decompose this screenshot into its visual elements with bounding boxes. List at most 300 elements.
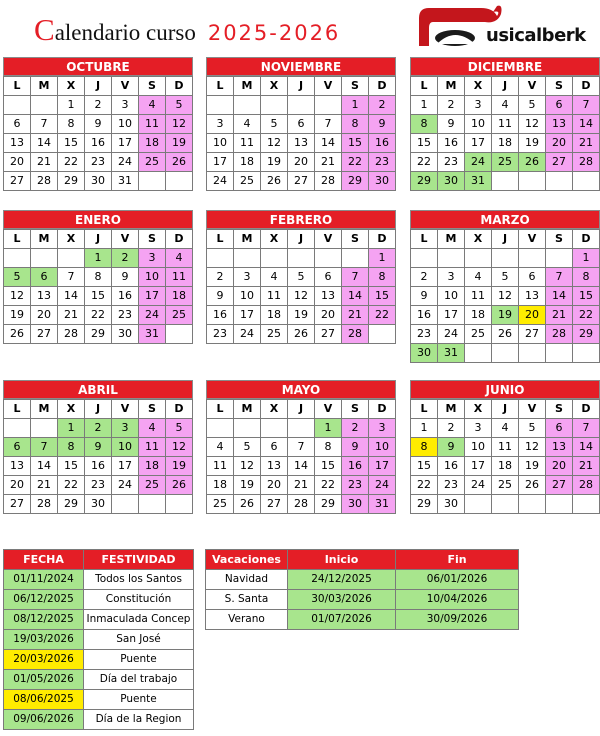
day-cell: 22 [573, 306, 600, 325]
day-cell: 12 [492, 287, 519, 306]
holiday-name: Constitución [84, 590, 194, 610]
month-enero [3, 210, 193, 344]
vacation-name: Navidad [206, 570, 288, 590]
month-title: MARZO [410, 210, 600, 229]
day-cell: 19 [492, 306, 519, 325]
vacation-start: 24/12/2025 [288, 570, 396, 590]
week-row [4, 249, 193, 268]
day-cell: 1 [58, 96, 85, 115]
month-title: DICIEMBRE [410, 57, 600, 76]
month-abril [3, 380, 193, 514]
day-cell: 23 [438, 476, 465, 495]
empty-day-cell [234, 419, 261, 438]
day-cell: 30 [85, 172, 112, 191]
day-cell: 10 [112, 438, 139, 457]
day-cell: 17 [465, 457, 492, 476]
weekday-header: D [573, 400, 600, 419]
empty-day-cell [58, 249, 85, 268]
day-cell: 28 [58, 325, 85, 344]
week-row [4, 268, 193, 287]
day-cell: 10 [234, 287, 261, 306]
week-row [411, 115, 600, 134]
holiday-name: Día del trabajo [84, 670, 194, 690]
weekday-header-row [411, 230, 600, 249]
day-cell: 8 [85, 268, 112, 287]
day-cell: 3 [112, 96, 139, 115]
week-row [411, 476, 600, 495]
day-cell: 23 [369, 153, 396, 172]
day-cell: 31 [438, 344, 465, 363]
day-cell: 8 [573, 268, 600, 287]
day-cell: 2 [112, 249, 139, 268]
day-cell: 16 [85, 134, 112, 153]
day-cell: 14 [31, 457, 58, 476]
month-diciembre [410, 57, 600, 191]
week-row [207, 134, 396, 153]
logo-text: usicalberk [486, 25, 586, 46]
day-cell: 11 [139, 115, 166, 134]
day-cell: 25 [207, 495, 234, 514]
weekday-header: L [207, 77, 234, 96]
day-cell: 4 [465, 268, 492, 287]
day-cell: 29 [342, 172, 369, 191]
week-row [4, 419, 193, 438]
month-mayo [206, 380, 396, 514]
day-cell: 4 [492, 419, 519, 438]
day-cell: 10 [465, 438, 492, 457]
day-cell: 5 [261, 115, 288, 134]
day-cell: 27 [31, 325, 58, 344]
empty-day-cell [465, 344, 492, 363]
weekday-header: S [342, 400, 369, 419]
weekday-header: S [139, 230, 166, 249]
empty-day-cell [492, 249, 519, 268]
weekday-header: S [546, 77, 573, 96]
week-row [411, 344, 600, 363]
weekday-header-row [207, 400, 396, 419]
day-cell: 16 [411, 306, 438, 325]
week-row [4, 115, 193, 134]
day-cell: 4 [139, 419, 166, 438]
day-cell: 20 [315, 306, 342, 325]
weekday-header: M [31, 77, 58, 96]
day-cell: 18 [139, 134, 166, 153]
day-cell: 24 [465, 476, 492, 495]
holidays-col-date: FECHA [4, 550, 84, 570]
weekday-header: S [342, 77, 369, 96]
day-cell: 15 [58, 457, 85, 476]
day-cell: 22 [411, 476, 438, 495]
weekday-header: L [4, 77, 31, 96]
weekday-header: V [315, 77, 342, 96]
week-row [4, 306, 193, 325]
day-cell: 22 [315, 476, 342, 495]
empty-day-cell [31, 249, 58, 268]
weekday-header: X [58, 230, 85, 249]
day-cell: 2 [85, 419, 112, 438]
day-cell: 12 [4, 287, 31, 306]
day-cell: 21 [342, 306, 369, 325]
weekday-header: S [139, 400, 166, 419]
day-cell: 24 [234, 325, 261, 344]
empty-day-cell [207, 419, 234, 438]
week-row [411, 268, 600, 287]
day-cell: 6 [315, 268, 342, 287]
empty-day-cell [492, 495, 519, 514]
day-cell: 21 [288, 476, 315, 495]
day-cell: 30 [342, 495, 369, 514]
day-cell: 11 [492, 438, 519, 457]
holiday-name: Puente [84, 690, 194, 710]
day-cell: 3 [438, 268, 465, 287]
empty-day-cell [234, 96, 261, 115]
weekday-header: D [573, 230, 600, 249]
vacation-end: 10/04/2026 [396, 590, 519, 610]
day-cell: 5 [166, 96, 193, 115]
day-cell: 28 [573, 153, 600, 172]
week-row [207, 249, 396, 268]
day-cell: 28 [573, 476, 600, 495]
week-row [207, 172, 396, 191]
month-marzo [410, 210, 600, 363]
day-cell: 26 [288, 325, 315, 344]
holiday-date: 08/06/2025 [4, 690, 84, 710]
day-cell: 3 [139, 249, 166, 268]
empty-day-cell [315, 249, 342, 268]
day-cell: 26 [234, 495, 261, 514]
empty-day-cell [465, 495, 492, 514]
day-cell: 31 [139, 325, 166, 344]
day-cell: 25 [234, 172, 261, 191]
day-cell: 12 [166, 438, 193, 457]
day-cell: 13 [261, 457, 288, 476]
day-cell: 23 [207, 325, 234, 344]
day-cell: 29 [58, 172, 85, 191]
day-cell: 8 [369, 268, 396, 287]
month-title: ENERO [3, 210, 193, 229]
day-cell: 25 [492, 153, 519, 172]
day-cell: 28 [31, 172, 58, 191]
week-row [411, 153, 600, 172]
weekday-header: V [315, 400, 342, 419]
holiday-row [4, 630, 194, 650]
day-cell: 23 [112, 306, 139, 325]
vacations-col-end: Fin [396, 550, 519, 570]
day-cell: 3 [369, 419, 396, 438]
day-cell: 21 [31, 153, 58, 172]
day-cell: 27 [4, 495, 31, 514]
weekday-header: J [85, 230, 112, 249]
month-noviembre [206, 57, 396, 191]
day-cell: 9 [369, 115, 396, 134]
day-cell: 10 [465, 115, 492, 134]
day-cell: 7 [573, 419, 600, 438]
day-cell: 1 [85, 249, 112, 268]
day-cell: 7 [315, 115, 342, 134]
day-cell: 15 [411, 134, 438, 153]
day-cell: 8 [342, 115, 369, 134]
holiday-name: Puente [84, 650, 194, 670]
day-cell: 16 [207, 306, 234, 325]
day-cell: 29 [411, 495, 438, 514]
weekday-header: D [166, 230, 193, 249]
day-cell: 9 [411, 287, 438, 306]
week-row [411, 306, 600, 325]
day-cell: 2 [207, 268, 234, 287]
day-cell: 9 [438, 115, 465, 134]
weekday-header: S [139, 77, 166, 96]
day-cell: 20 [261, 476, 288, 495]
day-cell: 16 [342, 457, 369, 476]
day-cell: 15 [342, 134, 369, 153]
day-cell: 8 [411, 115, 438, 134]
weekday-header: M [234, 230, 261, 249]
vacations-col-name: Vacaciones [206, 550, 288, 570]
day-cell: 18 [139, 457, 166, 476]
weekday-header: V [112, 77, 139, 96]
day-cell: 24 [112, 153, 139, 172]
weekday-header: J [288, 230, 315, 249]
day-cell: 2 [342, 419, 369, 438]
day-cell: 29 [411, 172, 438, 191]
day-cell: 31 [465, 172, 492, 191]
day-cell: 7 [342, 268, 369, 287]
weekday-header: M [438, 77, 465, 96]
week-row [411, 134, 600, 153]
day-cell: 31 [369, 495, 396, 514]
day-cell: 6 [288, 115, 315, 134]
holiday-row [4, 610, 194, 630]
day-cell: 26 [4, 325, 31, 344]
day-cell: 7 [546, 268, 573, 287]
week-row [4, 495, 193, 514]
day-cell: 29 [58, 495, 85, 514]
week-row [4, 172, 193, 191]
weekday-header: S [342, 230, 369, 249]
day-cell: 24 [465, 153, 492, 172]
weekday-header: V [112, 230, 139, 249]
day-cell: 14 [573, 438, 600, 457]
week-row [4, 438, 193, 457]
day-cell: 4 [207, 438, 234, 457]
empty-day-cell [31, 96, 58, 115]
weekday-header: M [31, 400, 58, 419]
month-title: MAYO [206, 380, 396, 399]
day-cell: 30 [438, 172, 465, 191]
holidays-col-name: FESTIVIDAD [84, 550, 194, 570]
weekday-header: X [261, 230, 288, 249]
day-cell: 11 [261, 287, 288, 306]
day-cell: 11 [234, 134, 261, 153]
day-cell: 8 [58, 115, 85, 134]
title-initial: C [34, 12, 55, 47]
week-row [4, 96, 193, 115]
weekday-header: D [166, 400, 193, 419]
weekday-header: D [166, 77, 193, 96]
empty-day-cell [519, 495, 546, 514]
weekday-header: J [492, 77, 519, 96]
day-cell: 10 [207, 134, 234, 153]
day-cell: 25 [166, 306, 193, 325]
weekday-header-row [411, 77, 600, 96]
day-cell: 27 [261, 495, 288, 514]
weekday-header-row [4, 400, 193, 419]
empty-day-cell [166, 172, 193, 191]
day-cell: 3 [465, 419, 492, 438]
weekday-header: X [261, 77, 288, 96]
day-cell: 17 [112, 134, 139, 153]
day-cell: 15 [411, 457, 438, 476]
day-cell: 1 [411, 419, 438, 438]
day-cell: 1 [573, 249, 600, 268]
musicalberk-logo [413, 4, 600, 48]
day-cell: 17 [438, 306, 465, 325]
empty-day-cell [288, 96, 315, 115]
empty-day-cell [315, 96, 342, 115]
vacation-end: 06/01/2026 [396, 570, 519, 590]
empty-day-cell [4, 249, 31, 268]
month-title: NOVIEMBRE [206, 57, 396, 76]
day-cell: 17 [234, 306, 261, 325]
day-cell: 25 [465, 325, 492, 344]
empty-day-cell [492, 344, 519, 363]
day-cell: 6 [31, 268, 58, 287]
day-cell: 20 [31, 306, 58, 325]
week-row [411, 457, 600, 476]
week-row [411, 419, 600, 438]
day-cell: 7 [573, 96, 600, 115]
weekday-header: J [492, 230, 519, 249]
day-cell: 18 [492, 457, 519, 476]
day-cell: 13 [4, 134, 31, 153]
holiday-name: San José [84, 630, 194, 650]
day-cell: 4 [492, 96, 519, 115]
day-cell: 4 [234, 115, 261, 134]
day-cell: 7 [31, 115, 58, 134]
week-row [207, 325, 396, 344]
day-cell: 30 [438, 495, 465, 514]
day-cell: 23 [411, 325, 438, 344]
holiday-date: 20/03/2026 [4, 650, 84, 670]
empty-day-cell [546, 495, 573, 514]
day-cell: 25 [261, 325, 288, 344]
day-cell: 5 [166, 419, 193, 438]
holiday-date: 09/06/2026 [4, 710, 84, 730]
empty-day-cell [207, 249, 234, 268]
day-cell: 18 [465, 306, 492, 325]
day-cell: 10 [438, 287, 465, 306]
day-cell: 6 [546, 96, 573, 115]
day-cell: 31 [112, 172, 139, 191]
weekday-header: V [519, 400, 546, 419]
week-row [411, 287, 600, 306]
vacations-col-start: Inicio [288, 550, 396, 570]
empty-day-cell [4, 419, 31, 438]
day-cell: 21 [58, 306, 85, 325]
day-cell: 17 [465, 134, 492, 153]
weekday-header: S [546, 400, 573, 419]
day-cell: 13 [546, 438, 573, 457]
day-cell: 14 [31, 134, 58, 153]
day-cell: 10 [369, 438, 396, 457]
day-cell: 1 [342, 96, 369, 115]
vacations-header-row [206, 550, 519, 570]
weekday-header: V [519, 77, 546, 96]
day-cell: 28 [546, 325, 573, 344]
day-cell: 23 [438, 153, 465, 172]
empty-day-cell [288, 419, 315, 438]
weekday-header: M [234, 77, 261, 96]
day-cell: 9 [438, 438, 465, 457]
empty-day-cell [139, 172, 166, 191]
weekday-header-row [4, 77, 193, 96]
holiday-name: Todos los Santos [84, 570, 194, 590]
weekday-header: V [315, 230, 342, 249]
day-cell: 4 [166, 249, 193, 268]
day-cell: 7 [31, 438, 58, 457]
week-row [207, 457, 396, 476]
day-cell: 24 [112, 476, 139, 495]
day-cell: 15 [315, 457, 342, 476]
holiday-row [4, 590, 194, 610]
day-cell: 14 [315, 134, 342, 153]
day-cell: 16 [112, 287, 139, 306]
week-row [207, 438, 396, 457]
day-cell: 27 [315, 325, 342, 344]
empty-day-cell [166, 495, 193, 514]
empty-day-cell [519, 249, 546, 268]
day-cell: 6 [519, 268, 546, 287]
header [0, 0, 600, 56]
week-row [207, 96, 396, 115]
day-cell: 2 [369, 96, 396, 115]
day-cell: 29 [315, 495, 342, 514]
empty-day-cell [288, 249, 315, 268]
empty-day-cell [112, 495, 139, 514]
week-row [411, 495, 600, 514]
empty-day-cell [342, 249, 369, 268]
day-cell: 16 [369, 134, 396, 153]
weekday-header: L [411, 77, 438, 96]
day-cell: 27 [288, 172, 315, 191]
day-cell: 23 [342, 476, 369, 495]
vacation-end: 30/09/2026 [396, 610, 519, 630]
day-cell: 13 [288, 134, 315, 153]
day-cell: 12 [234, 457, 261, 476]
day-cell: 5 [288, 268, 315, 287]
day-cell: 14 [342, 287, 369, 306]
holiday-date: 01/05/2026 [4, 670, 84, 690]
day-cell: 27 [546, 476, 573, 495]
day-cell: 6 [4, 438, 31, 457]
weekday-header: X [58, 400, 85, 419]
week-row [207, 419, 396, 438]
day-cell: 19 [166, 457, 193, 476]
day-cell: 16 [85, 457, 112, 476]
empty-day-cell [492, 172, 519, 191]
week-row [207, 153, 396, 172]
day-cell: 28 [288, 495, 315, 514]
holiday-row [4, 710, 194, 730]
week-row [411, 325, 600, 344]
empty-day-cell [31, 419, 58, 438]
day-cell: 15 [58, 134, 85, 153]
month-title: ABRIL [3, 380, 193, 399]
day-cell: 14 [58, 287, 85, 306]
week-row [411, 172, 600, 191]
day-cell: 28 [342, 325, 369, 344]
day-cell: 22 [369, 306, 396, 325]
